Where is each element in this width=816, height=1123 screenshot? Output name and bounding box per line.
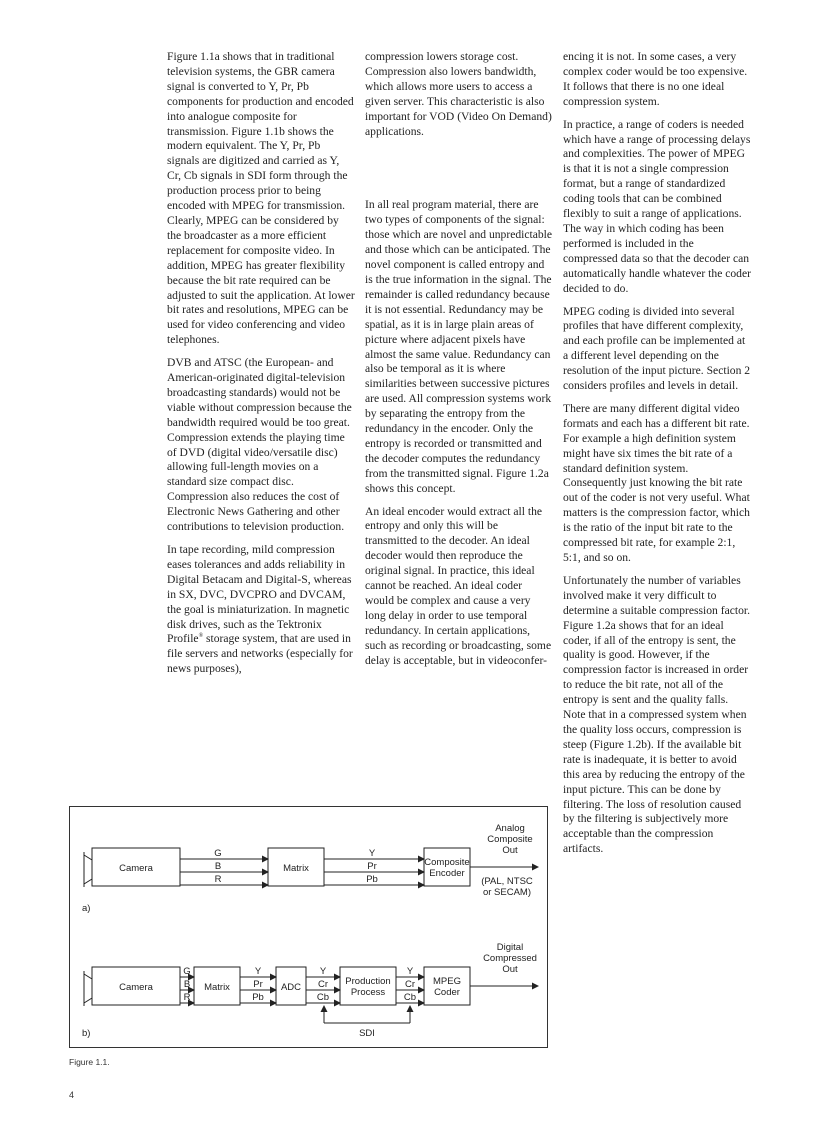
matrix-label-a: Matrix [283,863,309,874]
column-gap [365,147,553,198]
encoder-label-line1: Composite [424,857,470,868]
camera-label-b: Camera [119,982,153,993]
production-label-line2: Process [350,987,386,998]
signal-label: Pr [367,861,377,872]
signal-label: R [214,874,222,885]
camera-label-a: Camera [119,863,153,874]
production-label-line1: Production [345,976,391,987]
signal-label: Cr [317,979,329,990]
diagram-b-label: b) [82,1028,91,1039]
output-label-line2: Compressed [483,953,537,964]
paragraph: encing it is not. In some cases, a very complex coder would be too expensive. It follows that there is no one ideal compression system. [563,50,748,108]
paragraph-text: In tape recording, mild compression eases tolerances and adds reliability in Digital Betacam and Digital-S, whereas in SX, DVC, DVCPRO and DVCAM, the goal is miniaturization. In magnetic disk drives, such as the Tektronix Profile [167,543,352,646]
paragraph: MPEG coding is divided into several profiles that have different complexity, and each profile can be implemented at a different level depending on the resolution of the input picture. Section 2 considers profiles and levels in detail. [563,304,751,393]
paragraph: Unfortunately the number of variables involved make it very difficult to determine a suitable compression factor. Figure 1.2a shows that for an ideal coder, if all of the entropy is sent, the quality is good. However, if the compression factor is increased in order to reduce the bit rate, not all of the entropy is sent and the quality falls. Note that in a compressed system when the quality loss occurs, compression is steep (Figure 1.2b). If the available bit rate is inadequate, it is better to avoid this area by reducing the entropy of the input picture. This can be done by filtering. The loss of resolution caused by the filtering is subjectively more acceptable than the compression artifacts. [563,573,751,856]
adc-label: ADC [280,982,302,993]
output-label-line2: Composite [487,834,533,845]
text-column-2 [365,50,553,677]
signal-label: Pb [366,874,378,885]
coder-label-line2: Coder [434,987,460,998]
signal-label: Y [368,848,376,859]
signal-label: Y [406,966,414,977]
signal-label: B [183,979,191,990]
text-column-1 [167,50,355,685]
signal-label: Cb [403,992,417,1003]
matrix-label-b: Matrix [204,982,230,993]
sdi-label: SDI [359,1028,375,1039]
signal-label: Cb [316,992,330,1003]
camera-lens-icon [84,971,92,1006]
registered-mark: ® [198,633,204,640]
formats-label-line2: or SECAM) [482,887,532,898]
block-diagram [70,807,547,1047]
signal-label: B [214,861,222,872]
encoder-label-line2: Encoder [429,868,465,879]
signal-label: Pr [253,979,263,990]
paragraph: DVB and ATSC (the European- and American-originated digital-television broadcasting standards) would not be viable without compression because the bandwidth required would be too great. Compression extends the playing time of DVD (digital video/versatile disc) allowing full-length movies on a standard size compact disc. Compression also reduces the cost of Electronic News Gathering and other contributions to television production. [167,356,352,534]
output-label-line3: Out [502,964,518,975]
signal-label: Cr [404,979,416,990]
output-label-line3: Out [502,845,518,856]
signal-label: G [214,848,222,859]
paragraph: In all real program material, there are two types of components of the signal: those which are novel and unpredictable and those which can be anticipated. The novel component is called entropy and is the true information in the signal. The remainder is called redundancy because it is not essential. Redundancy may be spatial, as it is in large plain areas of picture where adjacent pixels have almost the same value. Redundancy can also be temporal as it is where similarities between successive pictures are used. All compression systems work by separating the entropy from the redundancy in the encoder. Only the entropy is recorded or transmitted and the decoder computes the redundancy from the transmitted signal. Figure 1.2a shows this concept. [365,198,553,495]
paragraph [167,543,355,677]
signal-label: Pb [252,992,264,1003]
camera-lens-icon [84,852,92,887]
text-column-3 [563,50,751,865]
coder-label-line1: MPEG [433,976,461,987]
paragraph: An ideal encoder would extract all the entropy and only this will be transmitted to the decoder. An ideal decoder would then reproduce the original signal. In practice, this ideal cannot be reached. An ideal coder would be complex and cause a very long delay in order to use temporal redundancy. In certain applications, such as recording or broadcasting, some delay is acceptable, but in videoconfer- [365,504,552,667]
signal-label: Y [254,966,262,977]
signal-label: G [183,966,191,977]
signal-label: R [183,992,191,1003]
output-label-line1: Analog [495,823,525,834]
formats-label-line1: (PAL, NTSC [481,876,533,887]
paragraph: In practice, a range of coders is needed which have a range of processing delays and complexities. The power of MPEG is that it is not a single compression format, but a range of standardized coding tools that can be combined flexibly to suit a range of applications. The way in which coding has been performed is included in the compressed data so that the decoder can automatically handle whatever the coder decided to do. [563,117,751,295]
paragraph: There are many different digital video formats and each has a different bit rate. For example a high definition system might have six times the bit rate of a standard definition system. Consequently just knowing the bit rate out of the coder is not very useful. What matters is the compression factor, which is the ratio of the input bit rate to the compressed bit rate, for example 2:1, 5:1, and so on. [563,401,750,564]
output-label-line1: Digital [496,942,524,953]
figure-caption: Figure 1.1. [69,1057,110,1067]
figure-1-1 [69,806,548,1048]
paragraph: Figure 1.1a shows that in traditional television systems, the GBR camera signal is converted to Y, Pr, Pb components for production and encoded into analogue composite for transmission. Figure 1.1b shows the modern equivalent. The Y, Pr, Pb signals are digitized and carried as Y, Cr, Cb signals in SDI form through the production process prior to being encoded with MPEG for transmission. Clearly, MPEG can be considered by the broadcaster as a more efficient replacement for composite video. In addition, MPEG has greater flexibility because the bit rate required can be adjusted to suit the application. At lower bit rates and resolutions, MPEG can be used for video conferencing and video telephones. [167,50,355,347]
paragraph: compression lowers storage cost. Compression also lowers bandwidth, which allows more users to access a given server. This characteristic is also important for VOD (Video On Demand) applications. [365,50,552,138]
paragraph-text: storage system, that are used in file servers and networks (especially for news purposes), [167,632,353,676]
signal-label: Y [319,966,327,977]
page-number: 4 [69,1090,75,1100]
diagram-a-label: a) [82,903,91,914]
